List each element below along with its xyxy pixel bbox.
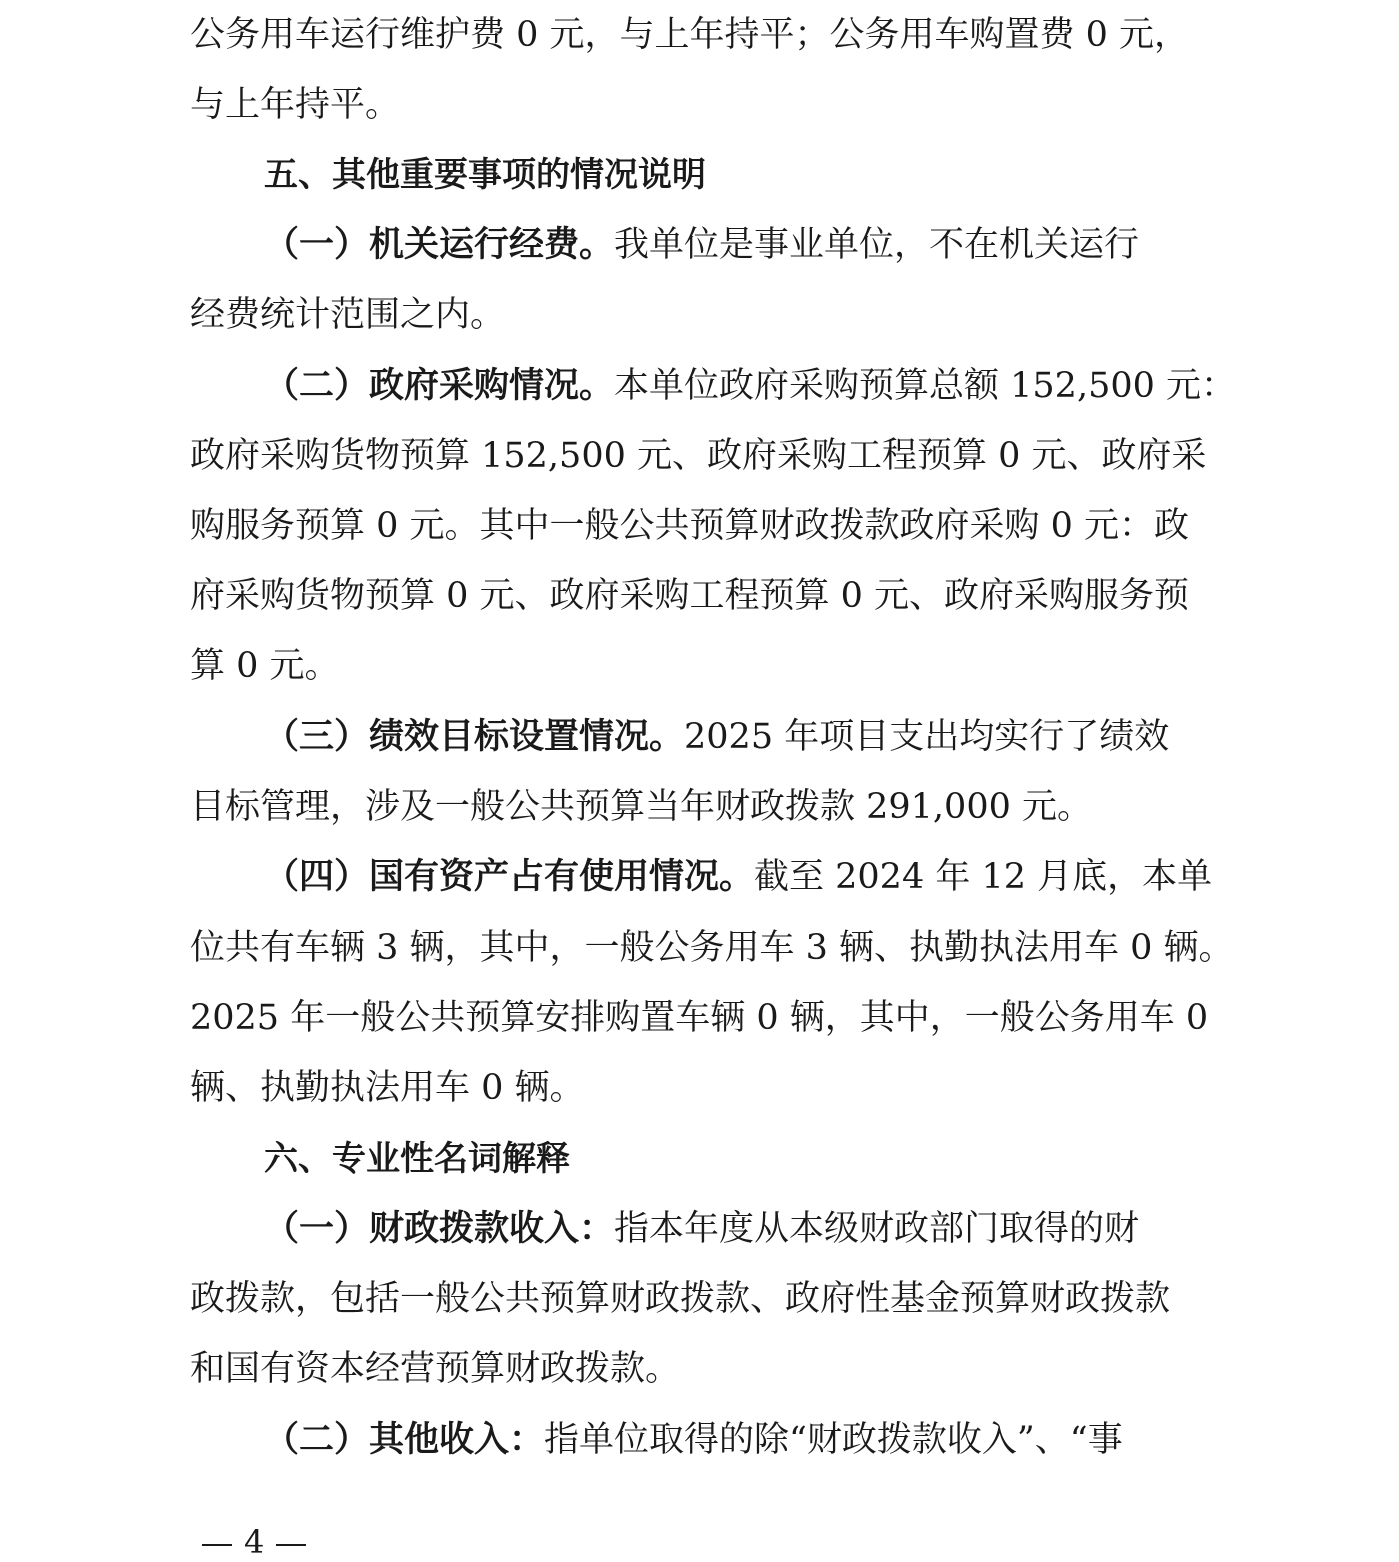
body-line: 目标管理，涉及一般公共预算当年财政拨款 291,000 元。: [190, 787, 1092, 827]
paragraph-line: （三）绩效目标设置情况。2025 年项目支出均实行了绩效: [264, 717, 1170, 757]
section-heading-6: 六、专业性名词解释: [264, 1139, 570, 1179]
body-line: 辆、执勤执法用车 0 辆。: [190, 1068, 585, 1108]
subheading-label: （二）其他收入：: [264, 1420, 545, 1460]
subheading-label: （三）绩效目标设置情况。: [264, 717, 685, 757]
body-line: 政府采购货物预算 152,500 元、政府采购工程预算 0 元、政府采: [190, 436, 1207, 476]
body-line: 公务用车运行维护费 0 元，与上年持平；公务用车购置费 0 元，: [190, 15, 1190, 55]
page-footer: [190, 1522, 318, 1562]
page-number: 4: [244, 1523, 265, 1561]
body-line: 和国有资本经营预算财政拨款。: [190, 1349, 681, 1389]
body-line: 与上年持平。: [190, 85, 401, 125]
subheading-label: （一）机关运行经费。: [264, 225, 615, 265]
body-line: 2025 年一般公共预算安排购置车辆 0 辆，其中，一般公务用车 0: [190, 998, 1209, 1038]
body-line: 购服务预算 0 元。其中一般公共预算财政拨款政府采购 0 元：政: [190, 506, 1190, 546]
paragraph-line: （一）机关运行经费。我单位是事业单位，不在机关运行: [264, 225, 1140, 265]
subheading-label: （四）国有资产占有使用情况。: [264, 857, 755, 897]
paragraph-line: （四）国有资产占有使用情况。截至 2024 年 12 月底，本单: [264, 857, 1213, 897]
footer-dash-right: [276, 1544, 306, 1546]
body-line: 位共有车辆 3 辆，其中，一般公务用车 3 辆、执勤执法用车 0 辆。: [190, 928, 1234, 968]
paragraph-line: （二）政府采购情况。本单位政府采购预算总额 152,500 元：: [264, 366, 1237, 406]
body-line: 算 0 元。: [190, 646, 340, 686]
paragraph-line: （二）其他收入：指单位取得的除“财政拨款收入”、“事: [264, 1420, 1123, 1460]
subheading-label: （二）政府采购情况。: [264, 366, 615, 406]
body-line: 府采购货物预算 0 元、政府采购工程预算 0 元、政府采购服务预: [190, 576, 1190, 616]
footer-dash-left: [202, 1544, 232, 1546]
body-line: 经费统计范围之内。: [190, 295, 506, 335]
paragraph-line: （一）财政拨款收入：指本年度从本级财政部门取得的财: [264, 1209, 1140, 1249]
section-heading-5: 五、其他重要事项的情况说明: [264, 155, 706, 195]
subheading-label: （一）财政拨款收入：: [264, 1209, 615, 1249]
body-line: 政拨款，包括一般公共预算财政拨款、政府性基金预算财政拨款: [190, 1279, 1171, 1319]
